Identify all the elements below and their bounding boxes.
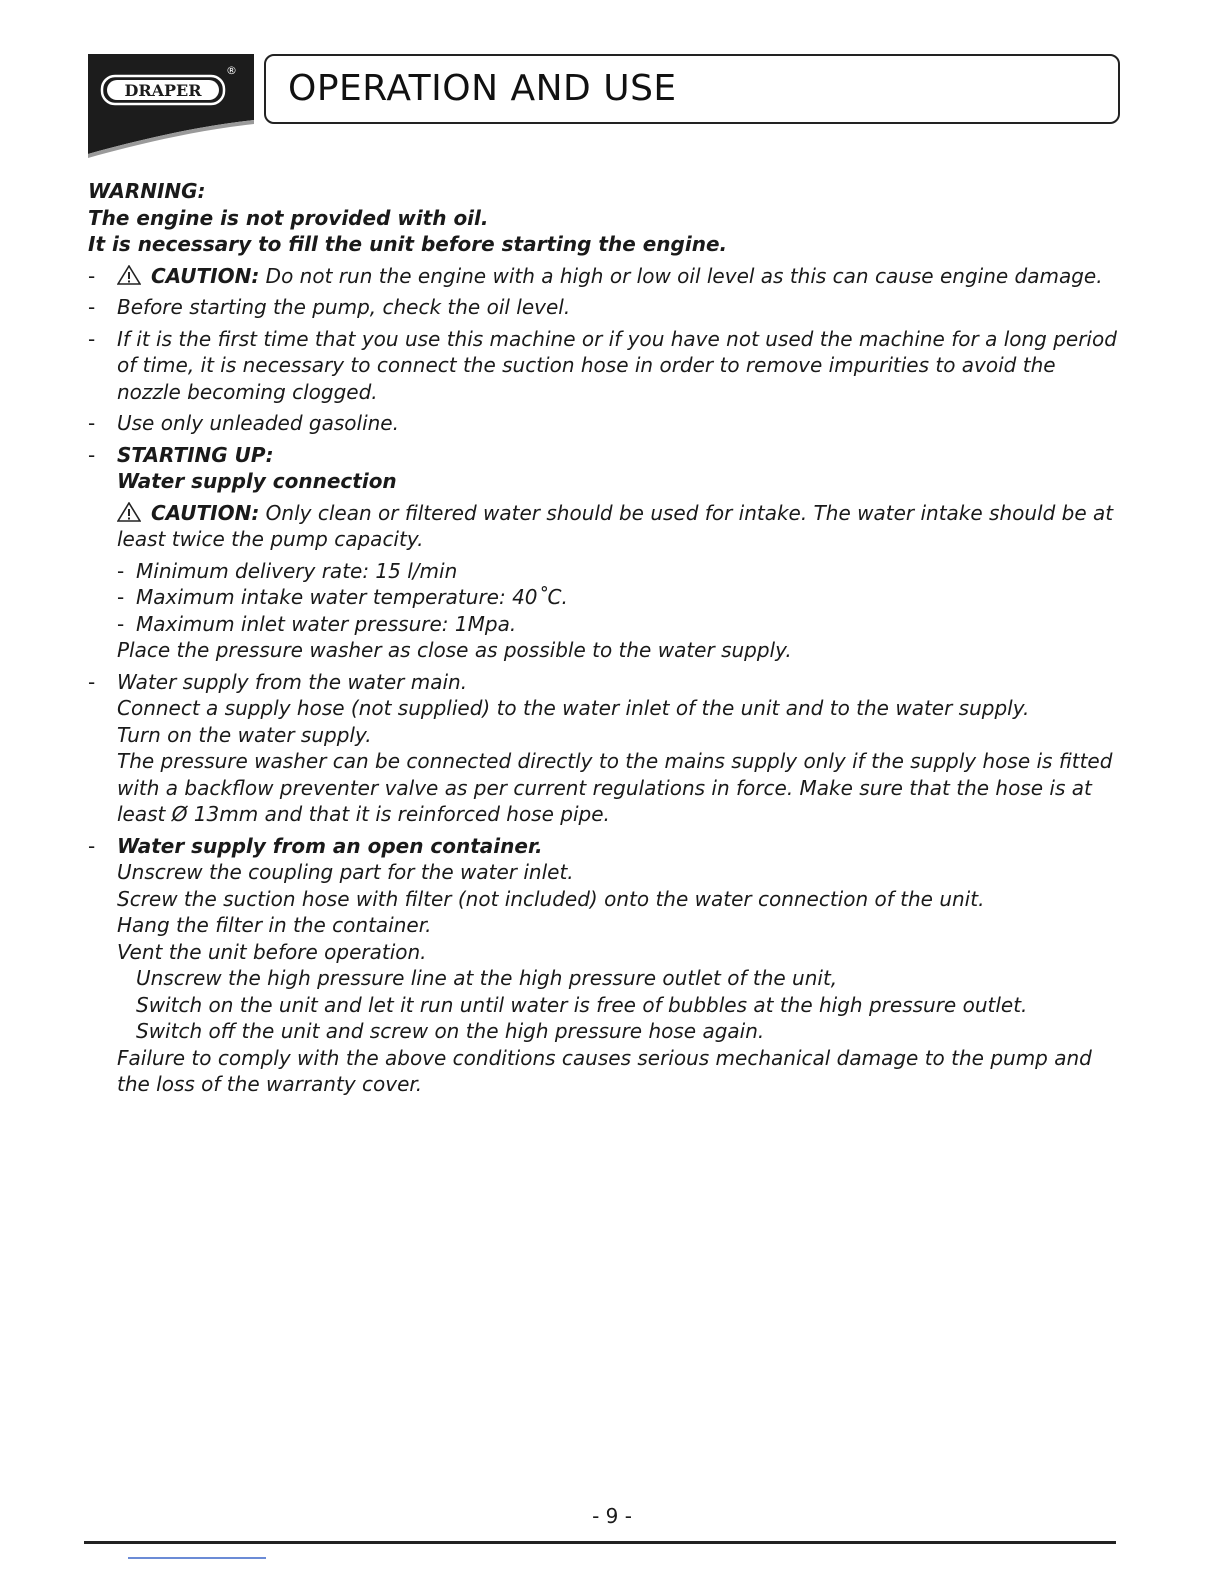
mains-text-2: Turn on the water supply. <box>117 722 372 747</box>
container-text-3: Hang the filter in the container. <box>117 913 432 937</box>
place-text: Place the pressure washer as close as possible to the water supply. <box>117 638 792 662</box>
caution-text: Only clean or filtered water should be used for intake. The water intake should be at least twice the pump capacity. <box>117 500 1114 551</box>
bullet-dash: - <box>117 611 125 636</box>
first-time-text: If it is the first time that you use this machine or if you have not used the machine for a long period of time, it is necessary to connect the suction hose in order to remove impurities to avoid the nozzle becoming clogged. <box>117 326 1117 404</box>
mains-heading: Water supply from the water main. <box>117 669 468 694</box>
spec-item <box>88 584 1118 611</box>
page-number: - 9 - <box>592 1504 632 1528</box>
container-heading: Water supply from an open container. <box>117 833 543 858</box>
spec-min-delivery: Minimum delivery rate: 15 l/min <box>136 558 458 583</box>
bullet-dash: - <box>117 585 125 609</box>
list-item <box>88 294 1118 321</box>
bullet-dash: - <box>88 669 96 694</box>
caution-label: CAUTION: <box>151 500 260 525</box>
bullet-dash: - <box>88 326 96 351</box>
bullet-dash: - <box>117 558 125 583</box>
list-item <box>88 410 1118 437</box>
mains-text-1: Connect a supply hose (not supplied) to the water inlet of the unit and to the water supply. <box>117 696 1030 720</box>
vent-step-2: Switch on the unit and let it run until water is free of bubbles at the high pressure outlet. <box>136 992 1028 1017</box>
list-item <box>88 833 1118 860</box>
spec-max-temperature: Maximum intake water temperature: 40˚C. <box>136 585 568 609</box>
registered-mark: ® <box>226 64 237 77</box>
logo-graphic <box>88 54 254 158</box>
container-text-2: Screw the suction hose with filter (not included) onto the water connection of the unit. <box>117 886 985 911</box>
footer-divider <box>84 1541 1116 1544</box>
warning-line-1: The engine is not provided with oil. <box>88 205 489 230</box>
caution-text: Do not run the engine with a high or low oil level as this can cause engine damage. <box>259 263 1103 288</box>
unleaded-text: Use only unleaded gasoline. <box>117 411 399 435</box>
list-item <box>88 326 1118 406</box>
container-text-4: Vent the unit before operation. <box>117 939 427 964</box>
mains-text-3: The pressure washer can be connected directly to the mains supply only if the supply hose is fitted with a backflow preventer valve as per current regulations in force. Make sure that the hose is at least Ø 13mm and that it is reinforced hose pipe. <box>117 749 1113 826</box>
water-supply-heading: Water supply connection <box>117 469 397 493</box>
caution-block <box>88 500 1118 553</box>
starting-up-heading: STARTING UP: <box>117 442 274 467</box>
main-content <box>88 178 1118 1098</box>
container-text-1: Unscrew the coupling part for the water inlet. <box>117 860 574 884</box>
warning-triangle-icon <box>117 265 141 285</box>
warning-heading: WARNING: <box>88 179 206 203</box>
warning-line-2: It is necessary to fill the unit before starting the engine. <box>88 232 728 256</box>
warning-triangle-icon <box>117 502 141 522</box>
page-title-box <box>264 54 1120 124</box>
caution-label: CAUTION: <box>151 263 260 288</box>
logo-brand-text: DRAPER <box>124 81 202 100</box>
spec-item <box>88 558 1118 585</box>
vent-step-3: Switch off the unit and screw on the high pressure hose again. <box>136 1019 765 1043</box>
bullet-dash: - <box>88 411 96 435</box>
list-item <box>88 669 1118 696</box>
bullet-dash: - <box>88 263 96 288</box>
failure-text: Failure to comply with the above conditions causes serious mechanical damage to the pump and the loss of the warranty cover. <box>117 1045 1092 1096</box>
list-item <box>88 263 1118 290</box>
draper-logo <box>88 54 254 158</box>
spec-max-pressure: Maximum inlet water pressure: 1Mpa. <box>136 611 517 636</box>
page-title: OPERATION AND USE <box>288 68 677 109</box>
bullet-dash: - <box>88 833 96 858</box>
bullet-dash: - <box>88 295 96 319</box>
vent-step-1: Unscrew the high pressure line at the high pressure outlet of the unit, <box>136 966 838 990</box>
footer-accent <box>128 1557 266 1559</box>
check-oil-text: Before starting the pump, check the oil level. <box>117 295 571 319</box>
list-item <box>88 442 1118 469</box>
spec-item <box>88 611 1118 638</box>
bullet-dash: - <box>88 442 96 467</box>
